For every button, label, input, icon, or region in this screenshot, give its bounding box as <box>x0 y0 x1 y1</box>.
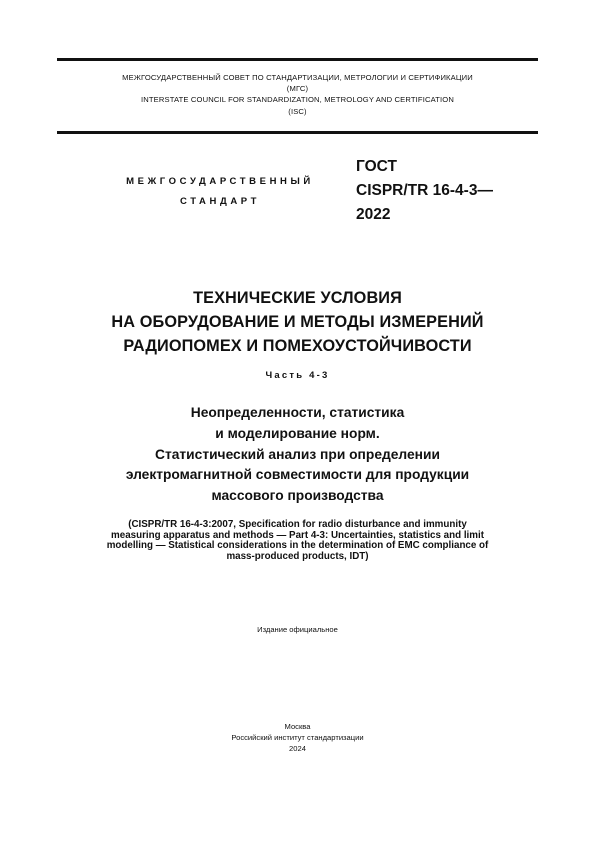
publisher-year: 2024 <box>289 743 306 753</box>
designation-year: 2022 <box>356 206 391 223</box>
council-name-ru: МЕЖГОСУДАРСТВЕННЫЙ СОВЕТ ПО СТАНДАРТИЗАЦИИ, МЕТРОЛОГИИ И СЕРТИФИКАЦИИ <box>122 73 473 82</box>
council-abbr-ru: (МГС) <box>286 84 309 94</box>
subtitle-line-5: массового производства <box>211 488 384 504</box>
document-title <box>30 286 565 358</box>
title-line-2: НА ОБОРУДОВАНИЕ И МЕТОДЫ ИЗМЕРЕНИЙ <box>111 313 484 331</box>
subtitle-line-3: Статистический анализ при определении <box>155 446 440 462</box>
origin-line-4: mass-produced products, IDT) <box>226 550 369 562</box>
designation-number: CISPR/TR 16-4-3— <box>356 182 493 199</box>
publisher-institute: Российский институт стандартизации <box>231 732 364 742</box>
publisher-city: Москва <box>284 722 311 731</box>
source-standard-reference <box>30 520 565 562</box>
document-subtitle <box>30 403 565 507</box>
council-abbr-en: (ISC) <box>288 106 307 116</box>
edition-label: Издание официальное <box>257 625 338 634</box>
origin-line-3: modelling — Statistical considerations in the determination of EMC compliance of <box>106 540 489 552</box>
subtitle-line-4: электромагнитной совместимости для продукции <box>125 467 470 483</box>
subtitle-line-1: Неопределенности, статистика <box>190 405 405 420</box>
middle-rule <box>57 131 538 134</box>
standard-designation <box>356 155 493 227</box>
origin-line-1: (CISPR/TR 16-4-3:2007, Specification for radio disturbance and immunity <box>128 519 467 530</box>
publisher-block <box>30 722 565 754</box>
council-block <box>57 72 538 117</box>
designation-prefix: ГОСТ <box>356 158 397 175</box>
part-label: Часть 4-3 <box>265 370 330 381</box>
subtitle-line-2: и моделирование норм. <box>215 425 380 441</box>
top-rule <box>57 58 538 61</box>
origin-line-2: measuring apparatus and methods — Part 4-3: Uncertainties, statistics and limit <box>111 529 484 541</box>
council-name-en: INTERSTATE COUNCIL FOR STANDARDIZATION, METROLOGY AND CERTIFICATION <box>141 95 454 105</box>
title-line-1: ТЕХНИЧЕСКИЕ УСЛОВИЯ <box>193 289 402 307</box>
standard-type <box>60 172 380 212</box>
standard-type-line2: СТАНДАРТ <box>180 196 260 207</box>
title-line-3: РАДИОПОМЕХ И ПОМЕХОУСТОЙЧИВОСТИ <box>123 337 472 355</box>
standard-type-line1: МЕЖГОСУДАРСТВЕННЫЙ <box>126 176 314 187</box>
